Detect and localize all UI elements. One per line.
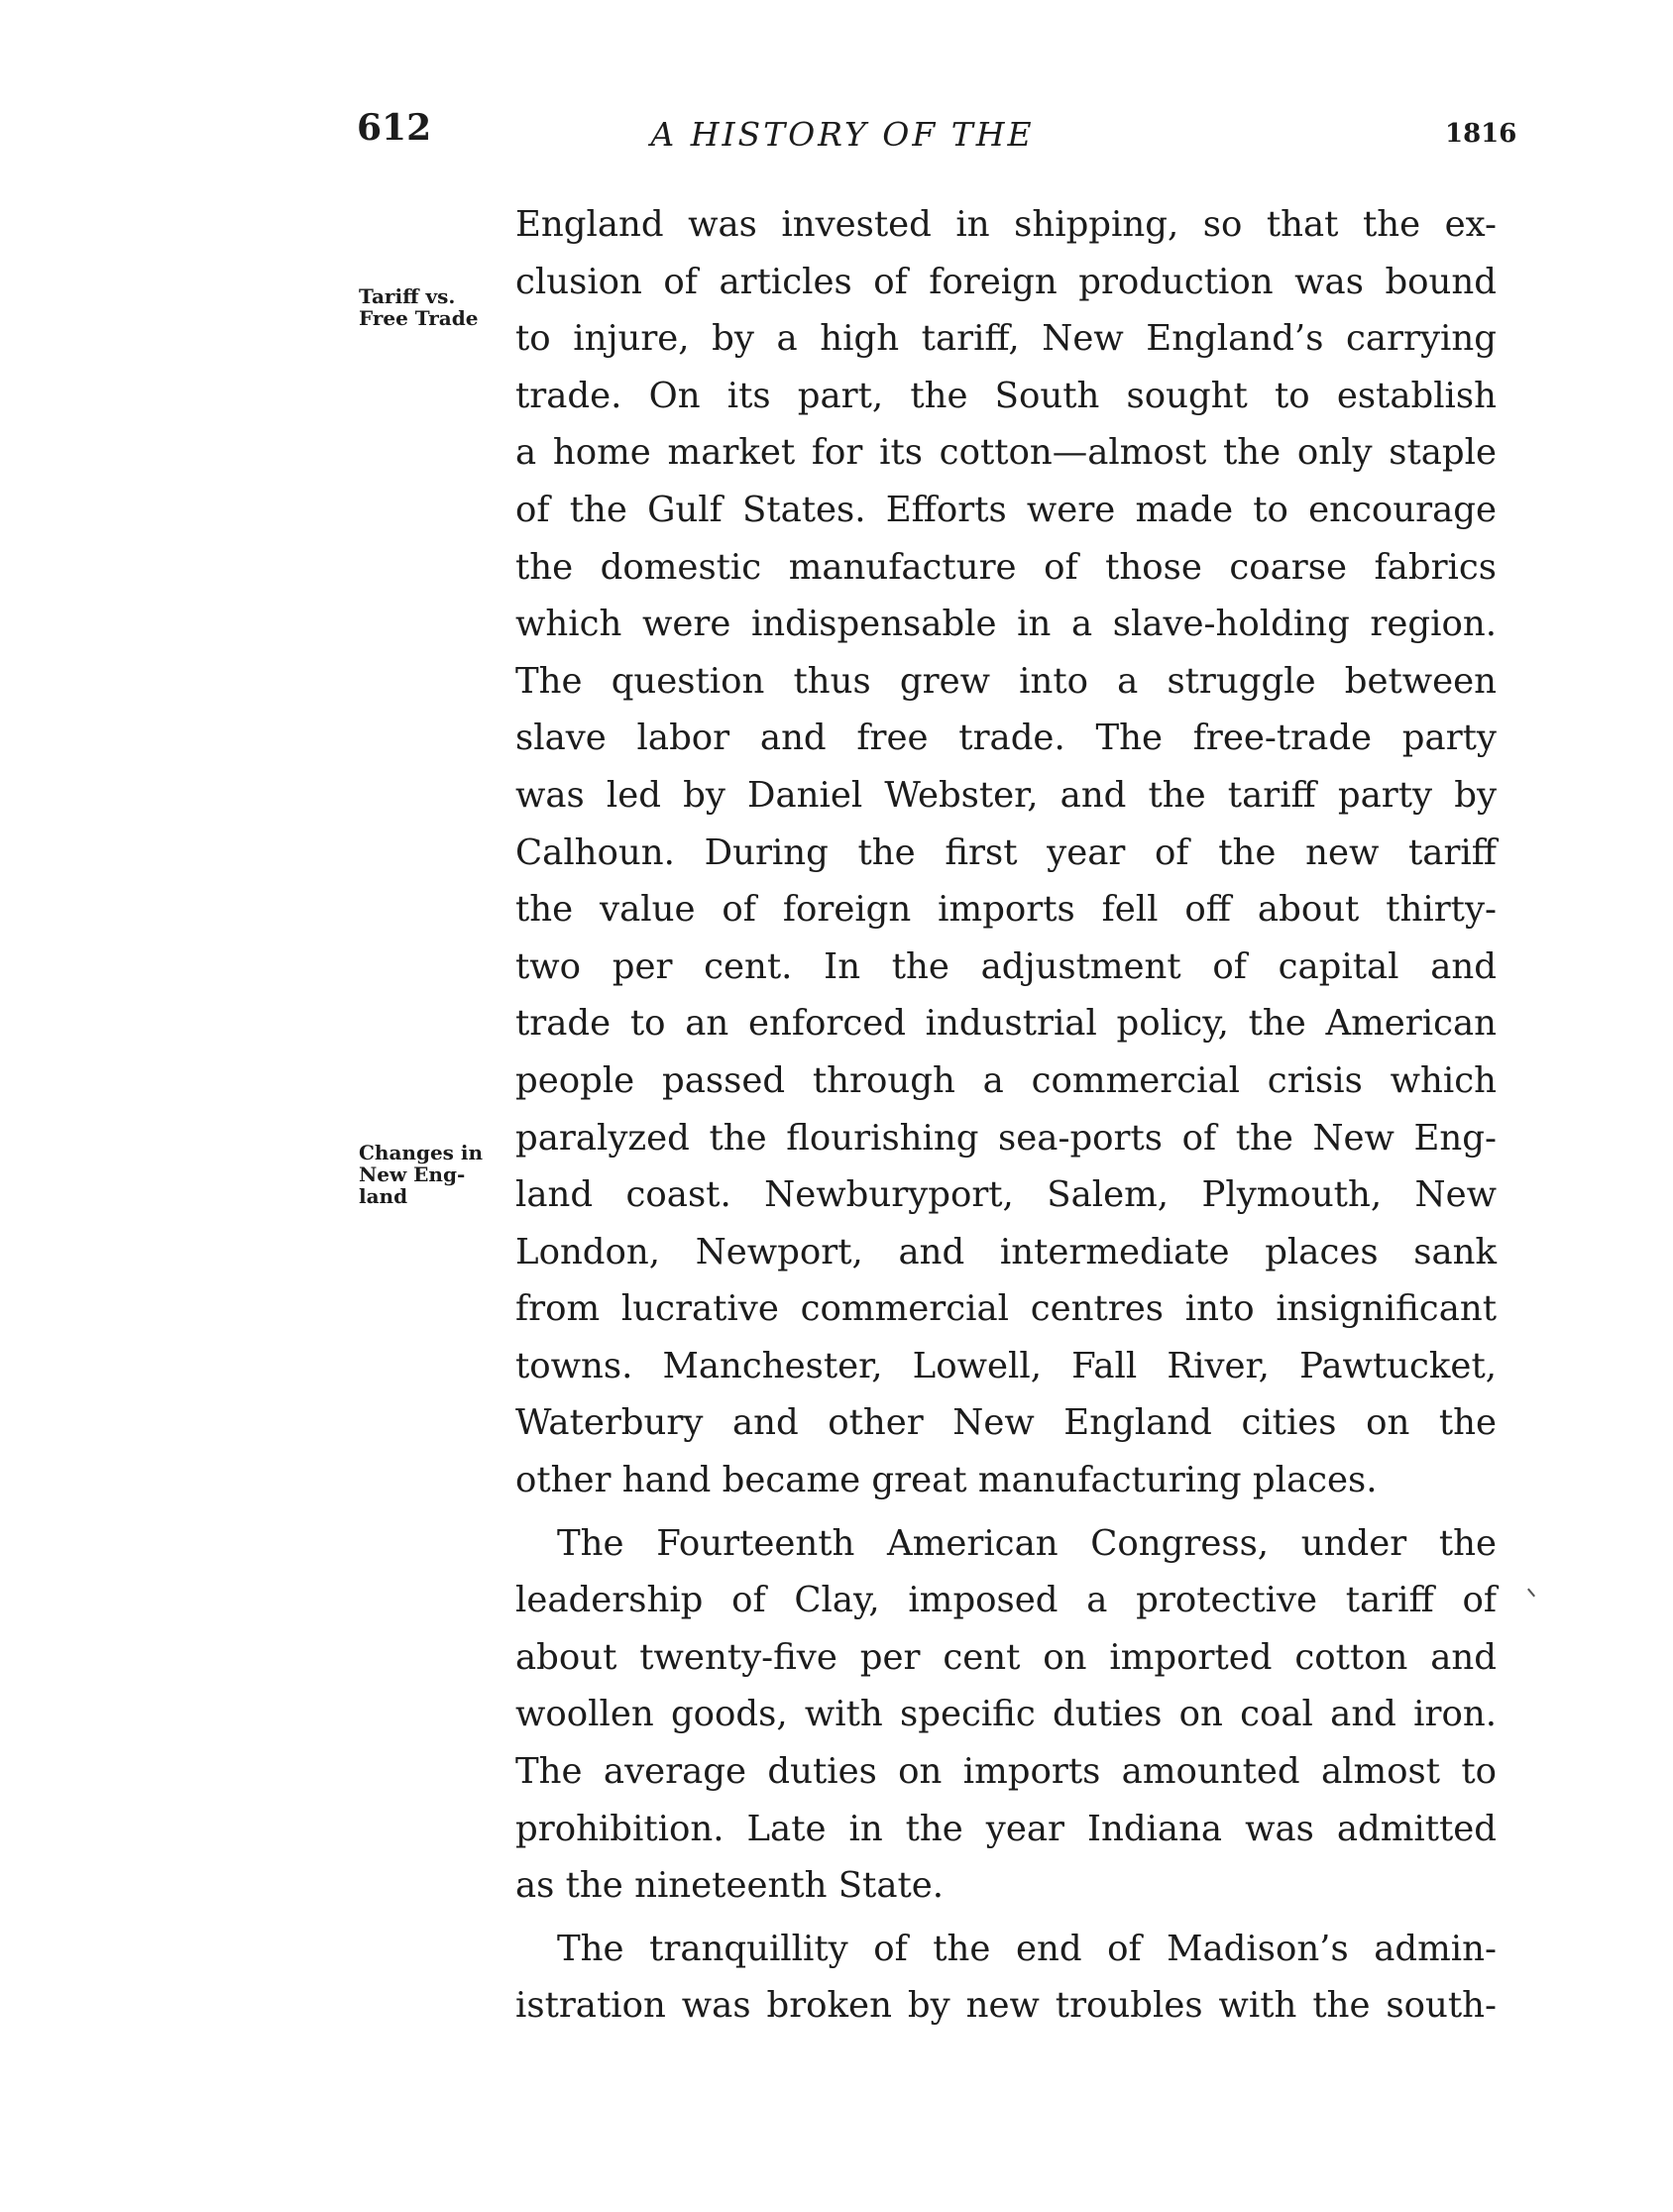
sidenote-tariff-vs-free-trade — [359, 285, 517, 329]
text-line: The tranquillity of the end of Madison’s admin- — [557, 1928, 1497, 1969]
text-line: trade. On its part, the South sought to establish — [515, 375, 1497, 416]
text-line: as the nineteenth State. — [515, 1865, 945, 1907]
text-line: London, Newport, and intermediate places sank — [515, 1231, 1497, 1272]
text-line: the domestic manufacture of those coarse fabrics — [515, 546, 1497, 588]
text-line: Calhoun. During the first year of the new tariff — [515, 831, 1497, 873]
text-line: a home market for its cotton—almost the only staple — [515, 432, 1497, 474]
stray-ink-mark — [1527, 1589, 1535, 1598]
text-line: from lucrative commercial centres into insignificant — [515, 1288, 1497, 1330]
text-line: people passed through a commercial crisis which — [515, 1059, 1497, 1101]
text-line: prohibition. Late in the year Indiana was admitted — [515, 1808, 1497, 1849]
text-line: slave labor and free trade. The free-trade party — [515, 718, 1497, 759]
paragraph-tariff-vs-free-trade — [515, 196, 1497, 1509]
text-line: land coast. Newburyport, Salem, Plymouth, New — [515, 1174, 1497, 1216]
sidenote-line: land — [359, 1184, 408, 1208]
page-number: 612 — [357, 107, 432, 149]
text-line: to injure, by a high tariff, New England’s carrying — [515, 318, 1497, 360]
text-line: two per cent. In the adjustment of capital and — [515, 945, 1497, 987]
body-text — [515, 196, 1497, 2035]
text-line: The question thus grew into a struggle between — [515, 660, 1497, 702]
sidenote-line: Tariff vs. — [359, 284, 456, 308]
text-line: woollen goods, with specific duties on coal and iron. — [515, 1694, 1497, 1735]
text-line: the value of foreign imports fell off about thirty- — [515, 889, 1497, 931]
text-line: paralyzed the flourishing sea-ports of the New Eng- — [515, 1117, 1497, 1159]
text-line: towns. Manchester, Lowell, Fall River, Pawtucket, — [515, 1345, 1497, 1386]
text-line: The Fourteenth American Congress, under the — [557, 1522, 1497, 1564]
text-line: England was invested in shipping, so that the ex- — [515, 204, 1497, 245]
sidenote-line: Changes in — [359, 1141, 484, 1164]
text-line: Waterbury and other New England cities on the — [515, 1402, 1497, 1444]
sidenote-line: New Eng- — [359, 1162, 466, 1186]
text-line: istration was broken by new troubles with the south- — [515, 1985, 1497, 2027]
text-line: The average duties on imports amounted almost to — [515, 1751, 1497, 1793]
header-year: 1816 — [1445, 119, 1517, 149]
text-line: was led by Daniel Webster, and the tariff party by — [515, 774, 1497, 816]
page-header — [0, 0, 1673, 198]
paragraph-madison-administration — [515, 1921, 1497, 2035]
text-line: other hand became great manufacturing places. — [515, 1460, 1378, 1501]
text-line: trade to an enforced industrial policy, the American — [515, 1003, 1497, 1045]
text-line: about twenty-five per cent on imported cotton and — [515, 1636, 1497, 1678]
text-line: of the Gulf States. Efforts were made to encourage — [515, 489, 1497, 530]
text-line: which were indispensable in a slave-holding region. — [515, 604, 1497, 645]
paragraph-fourteenth-congress — [515, 1515, 1497, 1915]
text-line: clusion of articles of foreign production was bound — [515, 261, 1497, 302]
sidenote-line: Free Trade — [359, 306, 479, 330]
text-line: leadership of Clay, imposed a protective tariff of — [515, 1580, 1497, 1621]
running-title: A HISTORY OF THE — [650, 115, 1035, 154]
sidenote-changes-in-new-england — [359, 1142, 517, 1207]
